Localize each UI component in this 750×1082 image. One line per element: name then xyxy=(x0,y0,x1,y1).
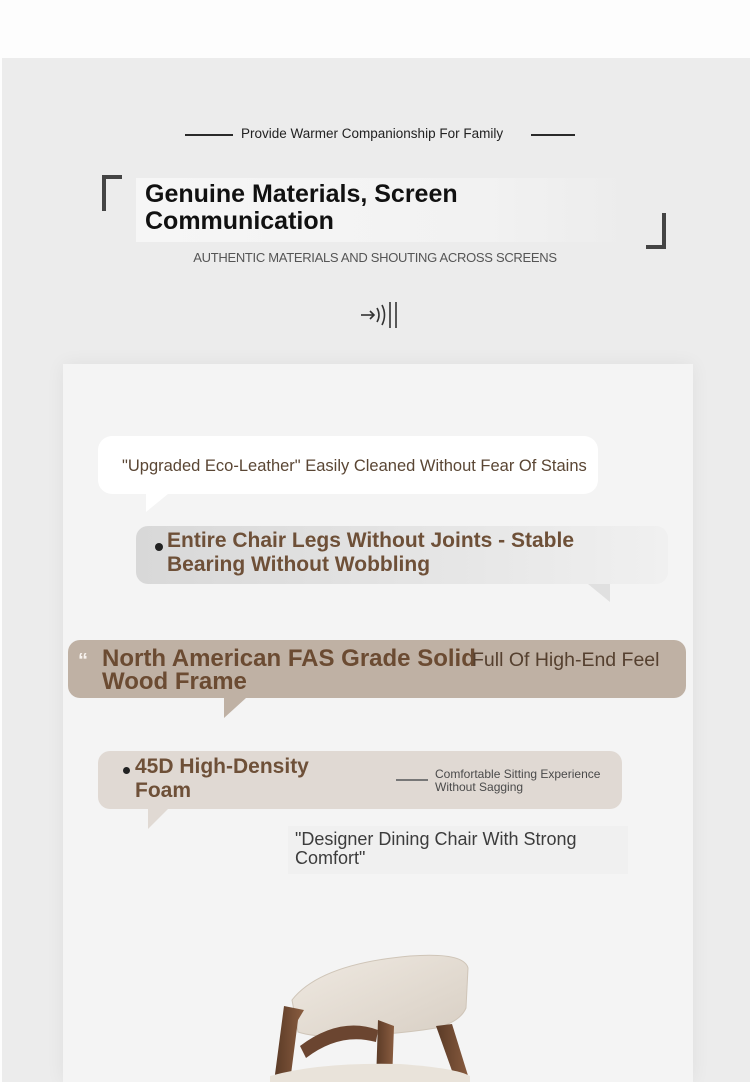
bubble-tail xyxy=(224,698,246,718)
feature-foam-text: 45D High-Density Foam xyxy=(135,755,309,802)
page-title: Genuine Materials, Screen Communication xyxy=(145,180,458,235)
top-band xyxy=(0,0,750,58)
divider-dash xyxy=(396,779,428,781)
tagline-rule-left xyxy=(185,134,233,136)
corner-bracket-top-left xyxy=(102,175,122,211)
feature-chair-legs-text: Entire Chair Legs Without Joints - Stable Bearing Without Wobbling xyxy=(167,529,575,576)
feature-sitting-text: Comfortable Sitting Experience Without Sagging xyxy=(435,767,601,794)
designer-quote: "Designer Dining Chair With Strong Comfort" xyxy=(295,829,577,868)
corner-bracket-bottom-right xyxy=(646,213,666,249)
tagline-rule-right xyxy=(531,134,575,136)
bubble-tail xyxy=(588,584,610,602)
quote-mark-icon: “ xyxy=(78,650,88,672)
bullet-dot-icon xyxy=(155,543,163,551)
bubble-tail xyxy=(146,494,168,512)
feature-eco-leather-text: "Upgraded Eco-Leather" Easily Cleaned Without Fear Of Stains xyxy=(122,457,587,475)
bubble-tail xyxy=(148,809,168,829)
dining-chair-image xyxy=(260,950,480,1082)
feature-wood-frame-text: North American FAS Grade Solid Wood Frame xyxy=(102,645,476,695)
sound-waves-arrow-icon xyxy=(360,300,400,330)
bullet-dot-icon xyxy=(123,767,130,774)
tagline: Provide Warmer Companionship For Family xyxy=(241,126,504,141)
tagline-row xyxy=(185,126,575,144)
feature-high-end-text: Full Of High-End Feel xyxy=(472,649,660,671)
page-subtitle: AUTHENTIC MATERIALS AND SHOUTING ACROSS SCREENS xyxy=(193,250,557,265)
